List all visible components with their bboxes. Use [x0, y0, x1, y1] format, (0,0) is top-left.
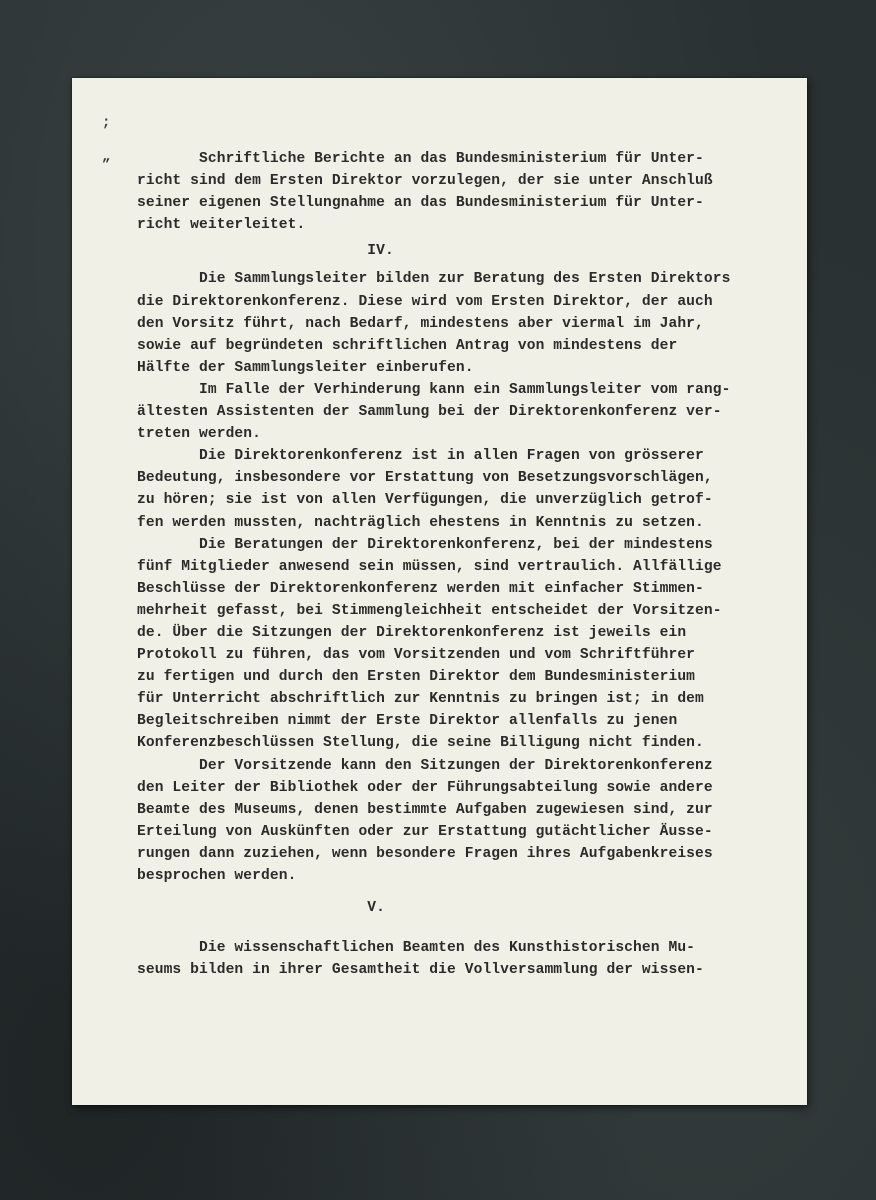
text-line: Die Beratungen der Direktorenkonferenz, bei der mindestens	[137, 536, 713, 553]
text-line: seiner eigenen Stellungnahme an das Bundesministerium für Unter-	[137, 195, 704, 212]
text-line: richt sind dem Ersten Direktor vorzulegen, der sie unter Anschluß	[137, 173, 713, 190]
text-line: zu hören; sie ist von allen Verfügungen, die unverzüglich getrof-	[137, 492, 713, 509]
text-line: besprochen werden.	[137, 868, 297, 884]
text-line: Begleitschreiben nimmt der Erste Direktor allenfalls zu jenen	[137, 713, 678, 730]
text-line: fen werden mussten, nachträglich ehestens in Kenntnis zu setzen.	[137, 514, 704, 531]
text-line: Hälfte der Sammlungsleiter einberufen.	[137, 359, 474, 376]
text-line: den Vorsitz führt, nach Bedarf, mindestens aber viermal im Jahr,	[137, 315, 704, 332]
text-line: Protokoll zu führen, das vom Vorsitzenden und vom Schriftführer	[137, 647, 696, 664]
text-line: ältesten Assistenten der Sammlung bei der Direktorenkonferenz ver-	[137, 404, 722, 421]
text-line: Konferenzbeschlüssen Stellung, die seine Billigung nicht finden.	[137, 735, 704, 752]
paper-sheet	[72, 78, 807, 1105]
typed-text	[137, 148, 747, 981]
text-line: richt weiterleitet.	[137, 217, 306, 234]
text-line: Der Vorsitzende kann den Sitzungen der Direktorenkonferenz	[137, 757, 713, 774]
section-heading-v: V.	[137, 900, 386, 917]
text-line: Beamte des Museums, denen bestimmte Aufgaben zugewiesen sind, zur	[137, 801, 713, 818]
text-line: Bedeutung, insbesondere vor Erstattung von Besetzungsvorschlägen,	[137, 470, 713, 487]
text-line: zu fertigen und durch den Ersten Direktor dem Bundesministerium	[137, 669, 696, 686]
text-line: Erteilung von Auskünften oder zur Erstattung gutächtlicher Äusse-	[137, 823, 713, 840]
text-line: für Unterricht abschriftlich zur Kenntnis zu bringen ist; in dem	[137, 691, 704, 708]
text-line: die Direktorenkonferenz. Diese wird vom Ersten Direktor, der auch	[137, 293, 713, 310]
text-line: Im Falle der Verhinderung kann ein Sammlungsleiter vom rang-	[137, 381, 731, 398]
text-line: Die wissenschaftlichen Beamten des Kunsthistorischen Mu-	[137, 940, 696, 957]
text-line: treten werden.	[137, 426, 262, 443]
text-line: seums bilden in ihrer Gesamtheit die Vollversammlung der wissen-	[137, 962, 704, 979]
margin-mark-2: „	[102, 149, 111, 165]
text-line: Die Direktorenkonferenz ist in allen Fragen von grösserer	[137, 448, 704, 465]
text-line: de. Über die Sitzungen der Direktorenkonferenz ist jeweils ein	[137, 624, 687, 641]
text-line: rungen dann zuziehen, wenn besondere Fragen ihres Aufgabenkreises	[137, 845, 713, 862]
section-heading-iv: IV.	[137, 243, 394, 260]
text-line: Beschlüsse der Direktorenkonferenz werden mit einfacher Stimmen-	[137, 580, 704, 597]
margin-mark-1: ;	[102, 115, 111, 131]
text-line: den Leiter der Bibliothek oder der Führungsabteilung sowie andere	[137, 779, 713, 796]
text-line: Schriftliche Berichte an das Bundesministerium für Unter-	[137, 151, 704, 167]
text-line: Die Sammlungsleiter bilden zur Beratung des Ersten Direktors	[137, 271, 731, 288]
text-line: fünf Mitglieder anwesend sein müssen, sind vertraulich. Allfällige	[137, 558, 722, 575]
text-line: sowie auf begründeten schriftlichen Antrag von mindestens der	[137, 337, 678, 354]
text-line: mehrheit gefasst, bei Stimmengleichheit entscheidet der Vorsitzen-	[137, 602, 722, 619]
